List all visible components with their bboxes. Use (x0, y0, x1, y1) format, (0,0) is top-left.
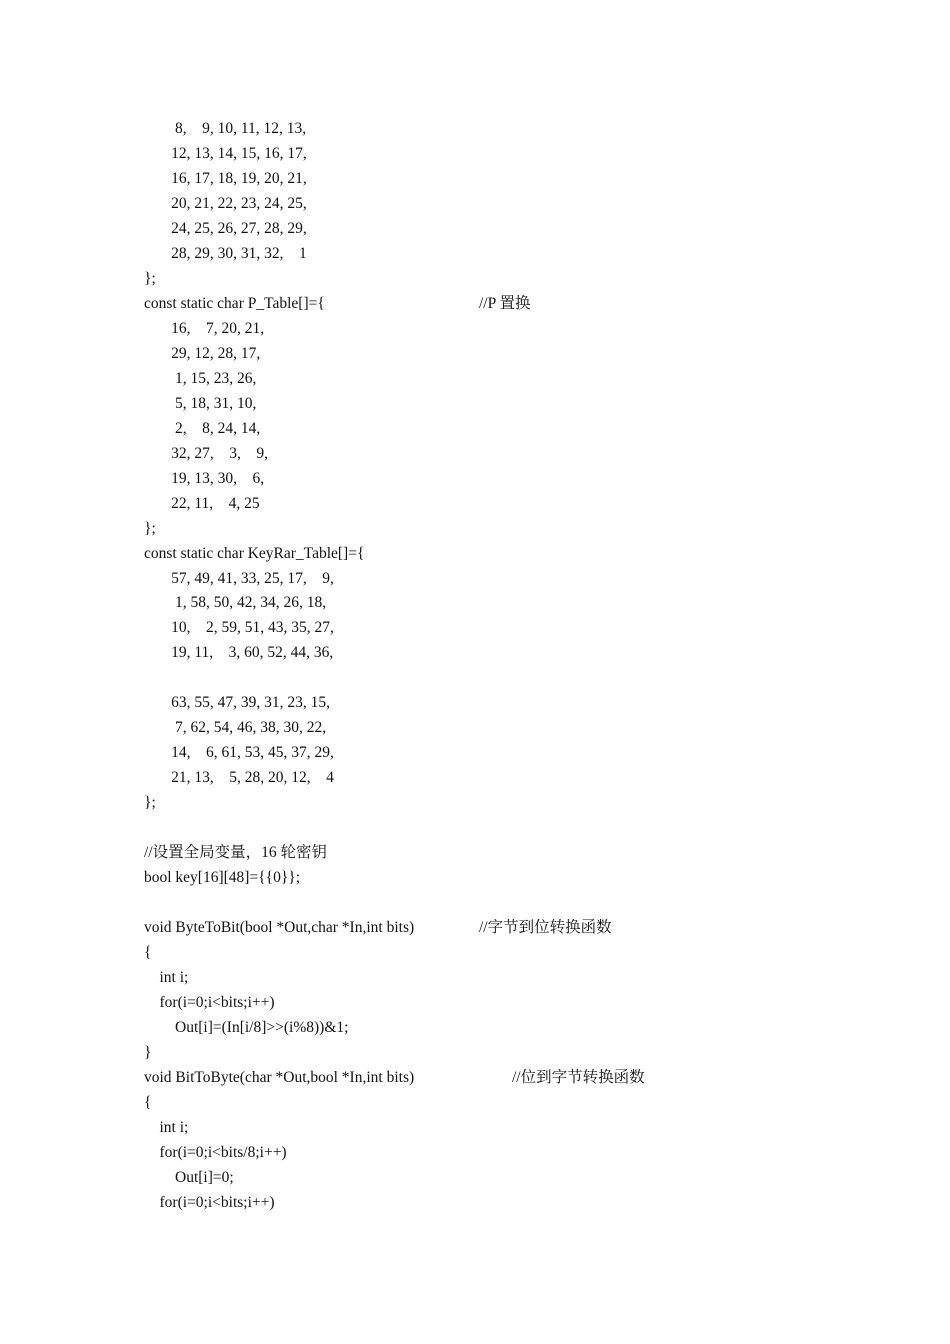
code-line (144, 416, 260, 441)
code-line (144, 1115, 188, 1140)
code-text: }; (144, 519, 156, 537)
code-line (144, 1065, 645, 1090)
code-line (144, 865, 300, 890)
code-text: 7, 62, 54, 46, 38, 30, 22, (144, 719, 327, 737)
code-text: 2, 8, 24, 14, (144, 419, 261, 437)
code-line (144, 940, 151, 965)
code-line (144, 266, 156, 291)
code-line (144, 341, 260, 366)
code-line (144, 366, 256, 391)
code-line (144, 166, 307, 191)
code-text: bool key[16][48]={{0}}; (144, 869, 301, 887)
code-line (144, 1190, 275, 1215)
code-text: 24, 25, 26, 27, 28, 29, (144, 219, 307, 237)
code-text: 16, 17, 18, 19, 20, 21, (144, 169, 307, 187)
code-line (144, 990, 275, 1015)
code-text: 63, 55, 47, 39, 31, 23, 15, (144, 694, 330, 712)
code-text: void BitToByte(char *Out,bool *In,int bits) (144, 1068, 415, 1086)
code-text: 19, 13, 30, 6, (144, 469, 265, 487)
code-text: 21, 13, 5, 28, 20, 12, 4 (144, 769, 334, 787)
code-line (144, 291, 531, 316)
code-text: const static char P_Table[]={ (144, 294, 325, 312)
code-line (144, 191, 307, 216)
code-text: 57, 49, 41, 33, 25, 17, 9, (144, 569, 334, 587)
code-text: 5, 18, 31, 10, (144, 394, 257, 412)
code-line (144, 915, 612, 940)
code-text: 28, 29, 30, 31, 32, 1 (144, 244, 307, 262)
code-text: 1, 15, 23, 26, (144, 369, 257, 387)
code-comment: //位到字节转换函数 (512, 1068, 645, 1086)
code-line (144, 316, 264, 341)
code-line (144, 640, 333, 665)
code-text: const static char KeyRar_Table[]={ (144, 544, 365, 562)
code-comment: //P 置换 (479, 294, 531, 312)
code-text: }; (144, 269, 156, 287)
code-text: }; (144, 794, 156, 812)
code-text: Out[i]=0; (144, 1168, 234, 1186)
code-line (144, 790, 156, 815)
code-text: 1, 58, 50, 42, 34, 26, 18, (144, 594, 327, 612)
code-text: 16, 7, 20, 21, (144, 319, 265, 337)
code-line (144, 1015, 348, 1040)
code-line (144, 615, 334, 640)
code-text: Out[i]=(In[i/8]>>(i%8))&1; (144, 1018, 349, 1036)
code-line (144, 765, 334, 790)
code-text: 19, 11, 3, 60, 52, 44, 36, (144, 644, 334, 662)
code-text: 29, 12, 28, 17, (144, 344, 261, 362)
code-text: 32, 27, 3, 9, (144, 444, 268, 462)
code-line (144, 391, 256, 416)
code-text: int i; (144, 1118, 189, 1136)
code-text: for(i=0;i<bits;i++) (144, 993, 275, 1011)
code-text: //设置全局变量，16 轮密钥 (144, 844, 327, 862)
code-text: { (144, 944, 152, 961)
code-text: 22, 11, 4, 25 (144, 494, 260, 512)
code-line (144, 491, 260, 516)
code-text: } (144, 1043, 152, 1061)
code-line (144, 441, 268, 466)
code-text: for(i=0;i<bits;i++) (144, 1193, 275, 1211)
code-text: { (144, 1093, 152, 1111)
code-text: 14, 6, 61, 53, 45, 37, 29, (144, 744, 334, 762)
code-text: 10, 2, 59, 51, 43, 35, 27, (144, 619, 334, 637)
code-line (144, 216, 307, 241)
code-line (144, 541, 364, 566)
code-line (144, 1165, 234, 1190)
code-line (144, 141, 307, 166)
code-comment: //字节到位转换函数 (479, 919, 612, 936)
code-text: void ByteToBit(bool *Out,char *In,int bits) (144, 919, 415, 936)
code-line (144, 840, 327, 865)
code-line (144, 1090, 151, 1115)
code-text: 8, 9, 10, 11, 12, 13, (144, 120, 307, 137)
code-text: int i; (144, 969, 189, 986)
code-text: for(i=0;i<bits/8;i++) (144, 1143, 287, 1161)
code-line (144, 566, 334, 591)
code-line (144, 715, 326, 740)
code-line (144, 1040, 151, 1065)
code-line (144, 116, 306, 141)
code-line (144, 466, 264, 491)
code-text: 20, 21, 22, 23, 24, 25, (144, 194, 307, 212)
code-line (144, 1140, 287, 1165)
code-line (144, 690, 330, 715)
code-text: 12, 13, 14, 15, 16, 17, (144, 145, 307, 162)
code-line (144, 590, 326, 615)
code-line (144, 516, 156, 541)
code-line (144, 965, 188, 990)
code-line (144, 241, 307, 266)
code-line (144, 740, 334, 765)
